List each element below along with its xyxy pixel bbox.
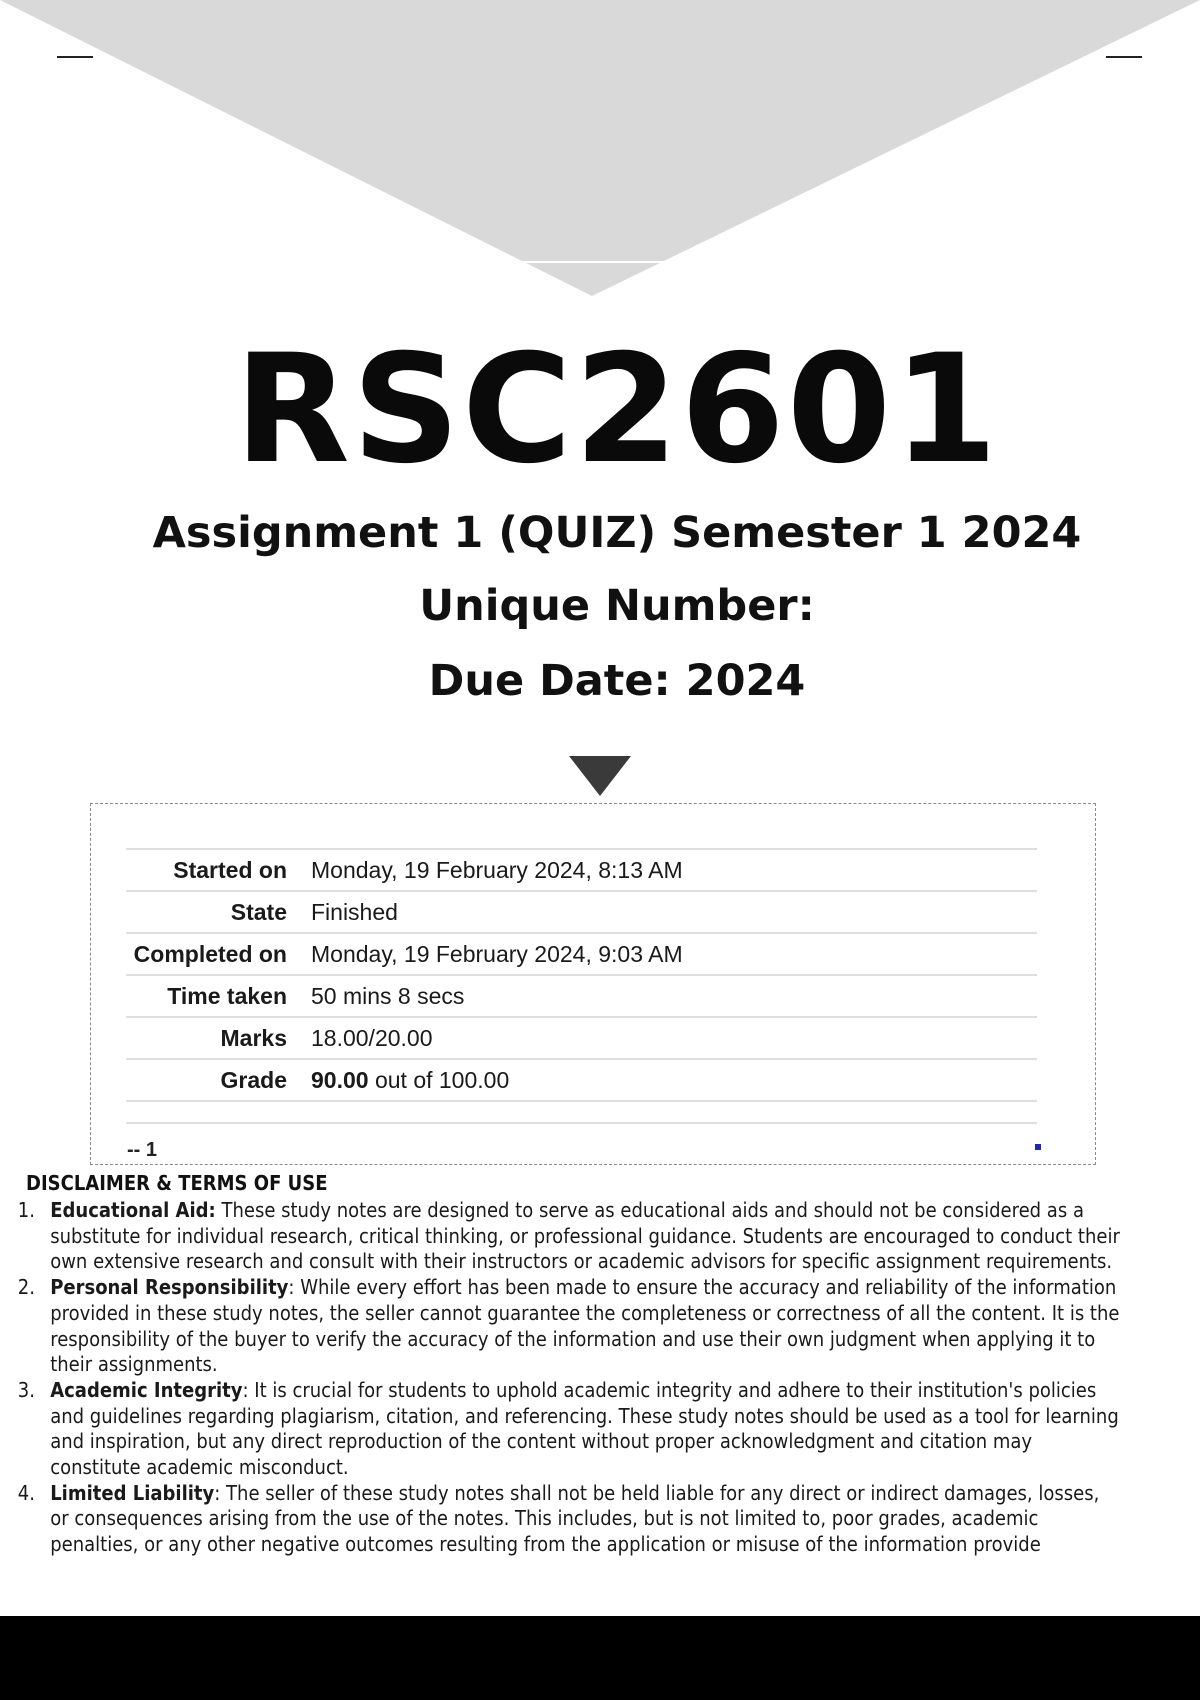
row-value: Monday, 19 February 2024, 8:13 AM (311, 849, 1037, 891)
item-heading: Personal Responsibility (50, 1275, 289, 1300)
item-number: 3. (17, 1377, 35, 1402)
table-row (126, 975, 1037, 1017)
item-text: : The seller of these study notes shall not be held liable for any direct or indirect damages, losses, or consequences arising from the use of the notes. This includes, but is not limited to, poor grades, academic penalties, or any other negative outcomes resulting from the application or misuse of the information provide (50, 1480, 1100, 1557)
table-row (126, 849, 1037, 891)
item-text: These study notes are designed to serve as educational aids and should not be considered as a substitute for individual research, critical thinking, or professional guidance. Students are encouraged to conduct their own extensive research and consult with their instructors or academic advisors for specific assignment requirements. (50, 1198, 1120, 1274)
table-row (126, 1017, 1037, 1059)
cropped-question-label: -- 1 (127, 1139, 157, 1161)
item-heading: Educational Aid: (50, 1198, 216, 1222)
item-number: 2. (17, 1275, 35, 1300)
item-text: : While every effort has been made to ensure the accuracy and reliability of the information provided in these study notes, the seller cannot guarantee the completeness or correctness of all the content. It is the responsibility of the buyer to verify the accuracy of the information and use their own judgment when applying it to their assignments. (50, 1275, 1120, 1377)
footer-black-bar (0, 1616, 1200, 1700)
grade-value (311, 1059, 1037, 1101)
row-label: State (126, 891, 311, 933)
row-label: Started on (126, 849, 311, 891)
table-row-grade (126, 1059, 1037, 1101)
disclaimer-list (16, 1198, 1123, 1558)
corner-mark-left (57, 56, 93, 58)
item-heading: Academic Integrity (50, 1377, 243, 1402)
row-label: Completed on (126, 933, 311, 975)
down-arrow-icon (569, 756, 631, 796)
row-value: 50 mins 8 secs (311, 975, 1037, 1017)
disclaimer-heading: DISCLAIMER & TERMS OF USE (26, 1171, 328, 1195)
row-value: Finished (311, 891, 1037, 933)
row-value: 18.00/20.00 (311, 1017, 1037, 1059)
due-date-label: Due Date: 2024 (428, 656, 806, 706)
row-value: Monday, 19 February 2024, 9:03 AM (311, 933, 1037, 975)
cropped-marker (1035, 1144, 1041, 1150)
quiz-summary-screenshot (90, 803, 1096, 1165)
banner-chevron-shape (0, 0, 1200, 300)
list-item (16, 1378, 1123, 1481)
item-number: 4. (17, 1480, 35, 1505)
item-heading: Limited Liability (50, 1480, 215, 1505)
table-row (126, 933, 1037, 975)
quiz-summary-table (126, 848, 1037, 1102)
grade-total: out of 100.00 (368, 1066, 510, 1093)
list-item (16, 1275, 1123, 1378)
row-label: Marks (126, 1017, 311, 1059)
grade-score: 90.00 (311, 1066, 369, 1093)
list-item (16, 1198, 1123, 1275)
unique-number-label: Unique Number: (419, 581, 815, 631)
item-number: 1. (17, 1198, 35, 1222)
item-text: : It is crucial for students to uphold academic integrity and adhere to their institution's policies and guidelines regarding plagiarism, citation, and referencing. These study notes should be used as a tool for learning and inspiration, but any direct reproduction of the content without proper acknowledgment and citation may constitute academic misconduct. (50, 1377, 1119, 1480)
table-divider (126, 1122, 1037, 1124)
row-label: Time taken (126, 975, 311, 1017)
assignment-subtitle: Assignment 1 (QUIZ) Semester 1 2024 (152, 508, 1082, 558)
top-banner (0, 0, 1200, 300)
grade-label: Grade (126, 1059, 311, 1101)
table-row (126, 891, 1037, 933)
corner-mark-right (1106, 56, 1142, 58)
course-code-title: RSC2601 (234, 323, 1000, 497)
list-item (16, 1481, 1123, 1558)
